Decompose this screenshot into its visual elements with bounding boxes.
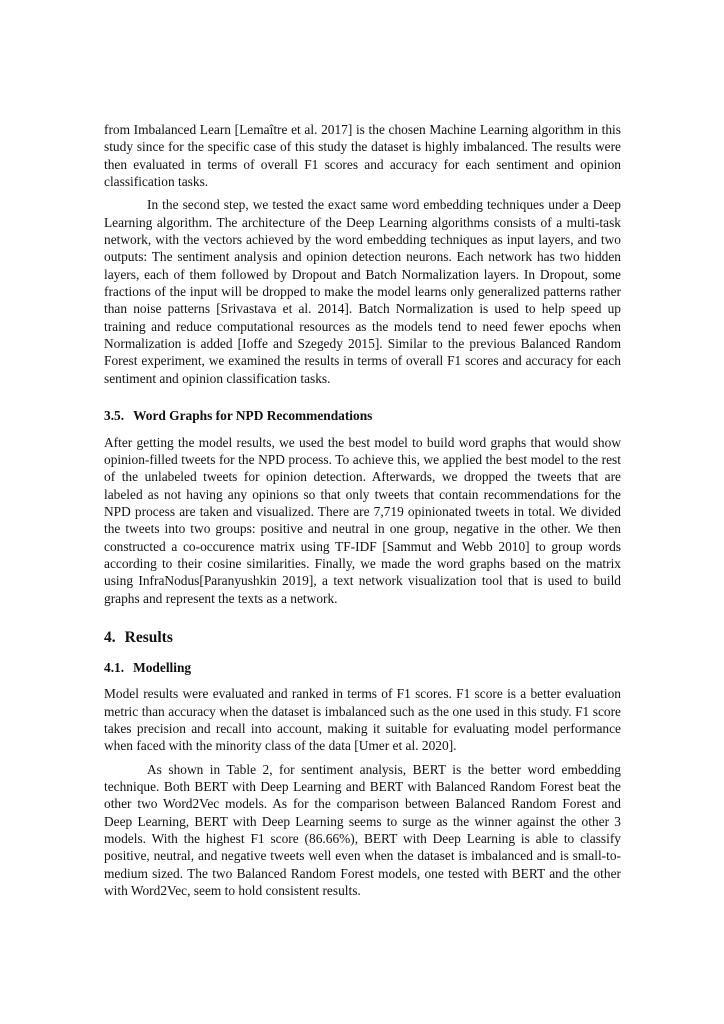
section-heading-3-5 [104,407,621,424]
section-heading-4 [104,629,621,647]
paragraph-word-graphs: After getting the model results, we used the best model to build word graphs that would show opinion-filled tweets for the NPD process. To achieve this, we applied the best model to the rest of the unlabeled tweets for opinion detection. Afterwards, we dropped the tweets that are labeled as not having any opinions so that only tweets that contain recommendations for the NPD process are taken and visualized. There are 7,719 opinionated tweets in total. We divided the tweets into two groups: positive and neutral in one group, negative in the other. We then constructed a co-occurence matrix using TF-IDF [Sammut and Webb 2010] to group words according to their cosine similarities. Finally, we made the word graphs based on the matrix using InfraNodus[Paranyushkin 2019], a text network visualization tool that is used to build graphs and represent the texts as a network. [104,434,621,606]
section-number: 4. [104,628,116,646]
section-heading-4-1 [104,659,621,676]
section-title: Word Graphs for NPD Recommendations [133,408,373,424]
paragraph-balanced-random-forest: from Imbalanced Learn [Lemaître et al. 2017] is the chosen Machine Learning algorithm in this study since for the specific case of this study the dataset is highly imbalanced. The results were then evaluated in terms of overall F1 scores and accuracy for each sentiment and opinion classification tasks. [104,122,621,190]
paragraph-deep-learning: In the second step, we tested the exact same word embedding techniques under a Deep Learning algorithm. The architecture of the Deep Learning algorithms consists of a multi-task network, with the vectors achieved by the word embedding techniques as input layers, and two outputs: The sentiment analysis and opinion detection neurons. Each network has two hidden layers, each of them followed by Dropout and Batch Normalization layers. In Dropout, some fractions of the input will be dropped to make the model learns only generalized patterns rather than noise patterns [Srivastava et al. 2014]. Batch Normalization is used to help speed up training and reduce computational resources as the models tend to need fewer epochs when Normalization is added [Ioffe and Szegedy 2015]. Similar to the previous Balanced Random Forest experiment, we examined the results in terms of overall F1 scores and accuracy for each sentiment and opinion classification tasks. [104,197,621,386]
section-number: 3.5. [104,408,125,424]
section-title: Results [124,628,173,646]
section-number: 4.1. [104,659,125,675]
section-title: Modelling [133,659,192,675]
paper-page [104,121,621,899]
paragraph-table2-results: As shown in Table 2, for sentiment analysis, BERT is the better word embedding technique. Both BERT with Deep Learning and BERT with Balanced Random Forest beat the other two Word2Vec models. As for the comparison between Balanced Random Forest and Deep Learning, BERT with Deep Learning seems to surge as the winner against the other 3 models. With the highest F1 score (86.66%), BERT with Deep Learning is able to classify positive, neutral, and negative tweets well even when the dataset is imbalanced and is small-to-medium sized. The two Balanced Random Forest models, one tested with BERT and the other with Word2Vec, seem to hold consistent results. [104,761,621,899]
paragraph-f1-evaluation: Model results were evaluated and ranked in terms of F1 scores. F1 score is a better evaluation metric than accuracy when the dataset is imbalanced such as the one used in this study. F1 score takes precision and recall into account, making it suitable for evaluating model performance when faced with the minority class of the data [Umer et al. 2020]. [104,686,621,754]
